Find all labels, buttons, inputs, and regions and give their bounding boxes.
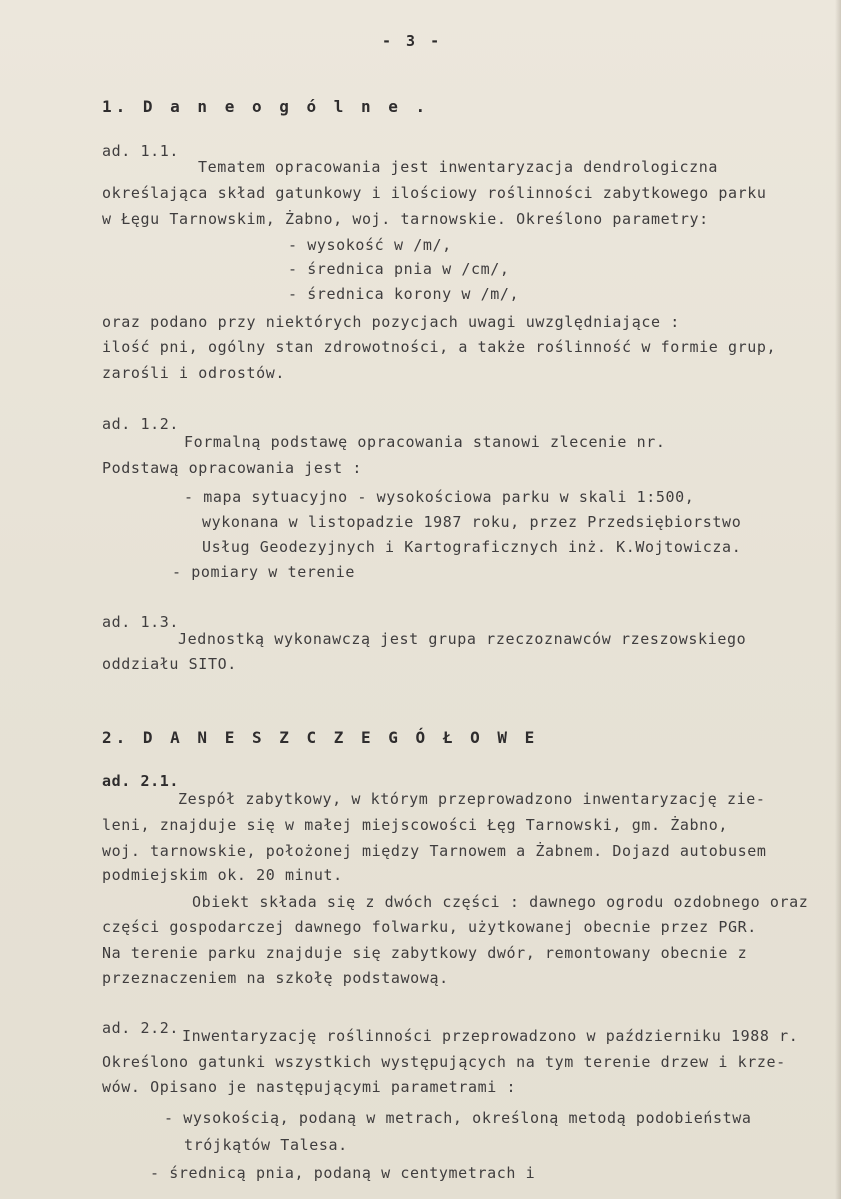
- ad-1-2-line: - pomiary w terenie: [172, 563, 355, 581]
- ad-2-1-line: części gospodarczej dawnego folwarku, użytkowanej obecnie przez PGR.: [102, 918, 757, 936]
- ad-2-1-line: Zespół zabytkowy, w którym przeprowadzono inwentaryzację zie-: [178, 790, 766, 808]
- ad-2-1-line: leni, znajduje się w małej miejscowości Łęg Tarnowski, gm. Żabno,: [102, 816, 728, 834]
- ad-1-2-line: Formalną podstawę opracowania stanowi zlecenie nr.: [184, 433, 666, 451]
- ad-1-2-line: Podstawą opracowania jest :: [102, 459, 363, 477]
- ad-2-2-line: Określono gatunki wszystkich występujących na tym terenie drzew i krze-: [102, 1053, 786, 1071]
- ad-1-3-line: Jednostką wykonawczą jest grupa rzeczoznawców rzeszowskiego: [178, 630, 747, 648]
- ad-2-2-line: - średnicą pnia, podaną w centymetrach i: [150, 1164, 536, 1182]
- page-number: - 3 -: [382, 32, 443, 50]
- ad-2-1-label: ad. 2.1.: [102, 772, 180, 790]
- ad-2-2-line: Inwentaryzację roślinności przeprowadzono w październiku 1988 r.: [182, 1027, 799, 1045]
- section-2-heading: 2. D A N E S Z C Z E G Ó Ł O W E: [102, 728, 539, 747]
- ad-1-1-line: ilość pni, ogólny stan zdrowotności, a także roślinność w formie grup,: [102, 338, 777, 356]
- ad-1-1-line: określająca skład gatunkowy i ilościowy roślinności zabytkowego parku: [102, 184, 767, 202]
- ad-2-1-line: podmiejskim ok. 20 minut.: [102, 866, 343, 884]
- ad-2-2-label: ad. 2.2.: [102, 1019, 180, 1037]
- ad-1-2-label: ad. 1.2.: [102, 415, 180, 433]
- ad-2-1-line: Na terenie parku znajduje się zabytkowy dwór, remontowany obecnie z: [102, 944, 748, 962]
- ad-2-2-line: wów. Opisano je następującymi parametrami :: [102, 1078, 517, 1096]
- ad-1-2-line: Usług Geodezyjnych i Kartograficznych inż. K.Wojtowicza.: [202, 538, 742, 556]
- ad-1-2-line: - mapa sytuacyjno - wysokościowa parku w skali 1:500,: [184, 488, 695, 506]
- ad-1-3-label: ad. 1.3.: [102, 613, 180, 631]
- ad-1-3-line: oddziału SITO.: [102, 655, 237, 673]
- ad-1-1-line: w Łęgu Tarnowskim, Żabno, woj. tarnowskie. Określono parametry:: [102, 210, 709, 228]
- ad-2-2-line: trójkątów Talesa.: [184, 1136, 348, 1154]
- ad-1-1-line: - wysokość w /m/,: [288, 236, 452, 254]
- ad-2-1-line: Obiekt składa się z dwóch części : dawnego ogrodu ozdobnego oraz: [192, 893, 809, 911]
- ad-2-2-line: - wysokością, podaną w metrach, określoną metodą podobieństwa: [164, 1109, 752, 1127]
- ad-1-1-line: - średnica pnia w /cm/,: [288, 260, 510, 278]
- ad-1-1-line: Tematem opracowania jest inwentaryzacja dendrologiczna: [198, 158, 719, 176]
- ad-1-1-line: oraz podano przy niektórych pozycjach uwagi uwzględniające :: [102, 313, 680, 331]
- section-1-heading: 1. D a n e o g ó l n e .: [102, 97, 430, 116]
- ad-2-1-line: przeznaczeniem na szkołę podstawową.: [102, 969, 449, 987]
- ad-1-2-line: wykonana w listopadzie 1987 roku, przez Przedsiębiorstwo: [202, 513, 742, 531]
- ad-1-1-line: zarośli i odrostów.: [102, 364, 285, 382]
- ad-2-1-line: woj. tarnowskie, położonej między Tarnowem a Żabnem. Dojazd autobusem: [102, 842, 767, 860]
- ad-1-1-label: ad. 1.1.: [102, 142, 180, 160]
- ad-1-1-line: - średnica korony w /m/,: [288, 285, 520, 303]
